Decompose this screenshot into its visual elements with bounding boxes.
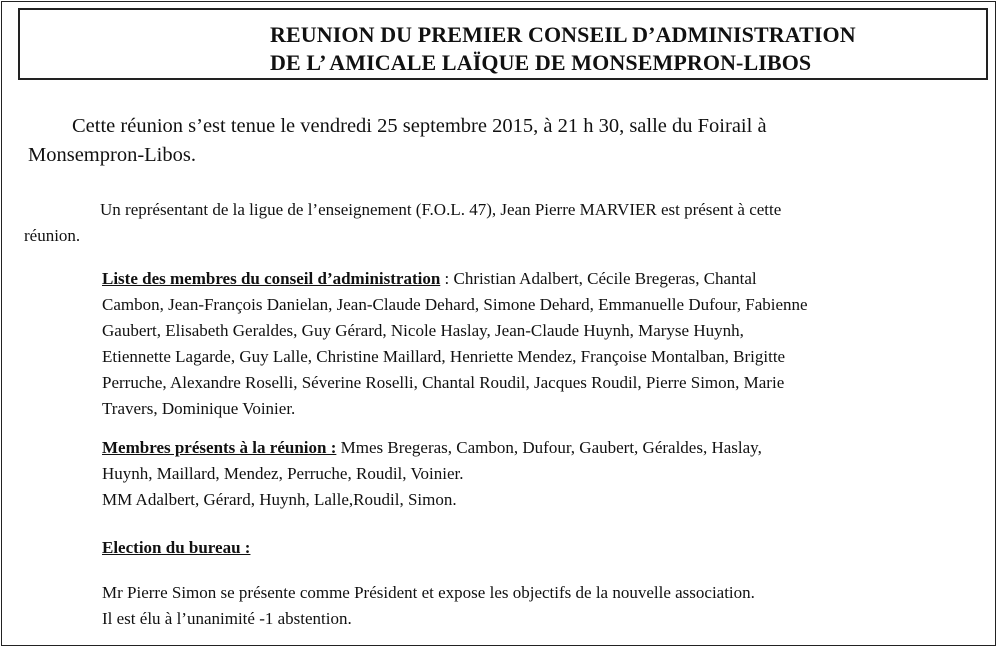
present-line-3: MM Adalbert, Gérard, Huynh, Lalle,Roudil, Simon. <box>102 490 457 509</box>
members-line-3: Gaubert, Elisabeth Geraldes, Guy Gérard, Nicole Haslay, Jean-Claude Huynh, Maryse Huynh, <box>102 321 744 340</box>
members-list-paragraph <box>102 266 808 422</box>
president-line-2: Il est élu à l’unanimité -1 abstention. <box>102 609 352 628</box>
present-line-1 <box>102 435 762 461</box>
title-line-2: DE L’ AMICALE LAÏQUE DE MONSEMPRON-LIBOS <box>270 50 812 75</box>
intro-paragraph <box>28 112 988 170</box>
president-paragraph <box>102 580 755 632</box>
representative-line-2: réunion. <box>24 226 81 245</box>
election-heading: Election du bureau : <box>102 538 251 557</box>
representative-paragraph <box>24 197 781 249</box>
present-line-1-text: Mmes Bregeras, Cambon, Dufour, Gaubert, Géraldes, Haslay, <box>336 438 762 457</box>
president-line-1: Mr Pierre Simon se présente comme Président et expose les objectifs de la nouvelle association. <box>102 583 755 602</box>
representative-line-1: Un représentant de la ligue de l’enseignement (F.O.L. 47), Jean Pierre MARVIER est présent à cette <box>100 200 782 219</box>
intro-text-1: Cette réunion s’est tenue le vendredi 25 septembre 2015, à 21 h 30, salle du Foirail à <box>72 115 767 137</box>
title-box <box>18 8 988 80</box>
members-line-6: Travers, Dominique Voinier. <box>102 399 296 418</box>
election-section <box>102 535 250 561</box>
members-line-2: Cambon, Jean-François Danielan, Jean-Claude Dehard, Simone Dehard, Emmanuelle Dufour, Fabienne <box>102 295 808 314</box>
members-line-4: Etiennette Lagarde, Guy Lalle, Christine Maillard, Henriette Mendez, Françoise Montalban, Brigitte <box>102 347 786 366</box>
intro-line-1 <box>28 112 988 141</box>
members-line-5: Perruche, Alexandre Roselli, Séverine Roselli, Chantal Roudil, Jacques Roudil, Pierre Simon, Marie <box>102 373 785 392</box>
intro-line-2: Monsempron-Libos. <box>28 144 196 166</box>
members-line-1-text: : Christian Adalbert, Cécile Bregeras, Chantal <box>440 269 757 288</box>
present-members-paragraph <box>102 435 762 513</box>
present-members-heading: Membres présents à la réunion : <box>102 438 337 457</box>
members-list-heading: Liste des membres du conseil d’administration <box>102 269 441 288</box>
members-line-1 <box>102 266 808 292</box>
title-line-1: REUNION DU PREMIER CONSEIL D’ADMINISTRATION <box>270 22 856 47</box>
present-line-2: Huynh, Maillard, Mendez, Perruche, Roudil, Voinier. <box>102 464 464 483</box>
